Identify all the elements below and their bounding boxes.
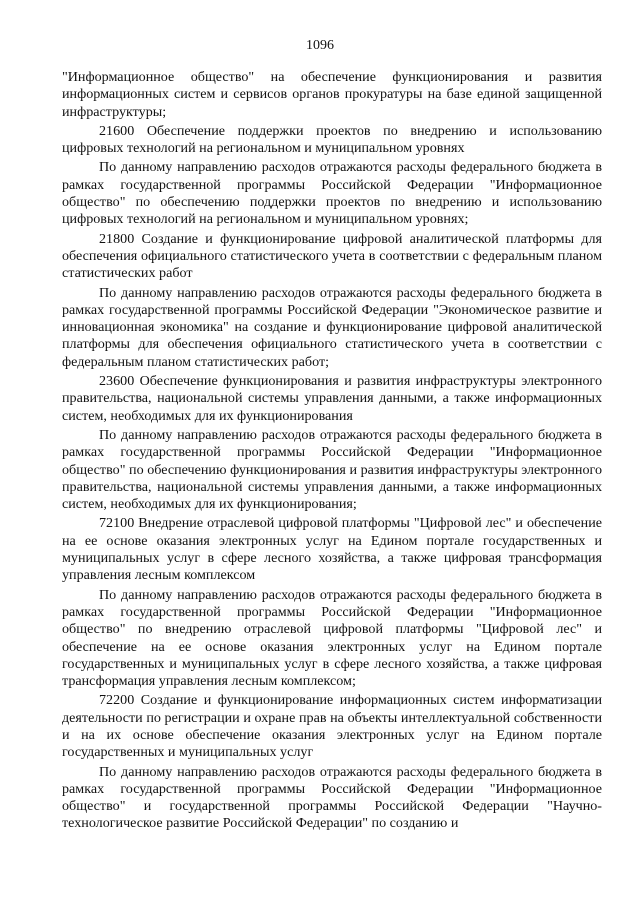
paragraph-description-72200: По данному направлению расходов отражаются расходы федерального бюджета в рамках государственной программы Российской Федерации "Информационное общество" и государственной программы Российской Федерации "Научно-технологическое развитие Российской Федерации" по созданию и: [62, 763, 602, 832]
document-body: [62, 69, 602, 833]
paragraph-description-21800: По данному направлению расходов отражаются расходы федерального бюджета в рамках государственной программы Российской Федерации "Экономическое развитие и инновационная экономика" на создание и функционирование цифровой аналитической платформы для обеспечения официального статистического учета в соответствии с федеральным планом статистических работ;: [62, 284, 602, 370]
paragraph-description-21600: По данному направлению расходов отражаются расходы федерального бюджета в рамках государственной программы Российской Федерации "Информационное общество" по обеспечению поддержки проектов по внедрению и использованию цифровых технологий на региональном и муниципальном уровнях;: [62, 159, 602, 228]
paragraph-heading-72200: 72200 Создание и функционирование информационных систем информатизации деятельности по регистрации и охране прав на объекты интеллектуальной собственности и на их основе обеспечение оказания электронных услуг на Едином портале государственных и муниципальных услуг: [62, 692, 602, 761]
paragraph-heading-21600: 21600 Обеспечение поддержки проектов по внедрению и использованию цифровых технологий на региональном и муниципальном уровнях: [62, 122, 602, 157]
paragraph-heading-23600: 23600 Обеспечение функционирования и развития инфраструктуры электронного правительства, национальной системы управления данными, а также информационных систем, необходимых для их функционирования: [62, 373, 602, 424]
paragraph-continuation: "Информационное общество" на обеспечение функционирования и развития информационных систем и сервисов органов прокуратуры на базе единой защищенной инфраструктуры;: [62, 69, 602, 120]
paragraph-description-23600: По данному направлению расходов отражаются расходы федерального бюджета в рамках государственной программы Российской Федерации "Информационное общество" по обеспечению функционирования и развития инфраструктуры электронного правительства, национальной системы управления данными, а также информационных систем, необходимых для их функционирования;: [62, 426, 602, 513]
paragraph-heading-72100: 72100 Внедрение отраслевой цифровой платформы "Цифровой лес" и обеспечение на ее основе оказания электронных услуг на Едином портале государственных и муниципальных услуг в сфере лесного хозяйства, а также цифровая трансформация управления лесным комплексом: [62, 515, 602, 584]
paragraph-description-72100: По данному направлению расходов отражаются расходы федерального бюджета в рамках государственной программы Российской Федерации "Информационное общество" по внедрению отраслевой цифровой платформы "Цифровой лес" и обеспечение на ее основе оказания электронных услуг на Едином портале государственных и муниципальных услуг в сфере лесного хозяйства, а также цифровая трансформация управления лесным комплексом;: [62, 586, 602, 690]
page-number: 1096: [306, 38, 334, 53]
paragraph-heading-21800: 21800 Создание и функционирование цифровой аналитической платформы для обеспечения официального статистического учета в соответствии с федеральным планом статистических работ: [62, 230, 602, 282]
